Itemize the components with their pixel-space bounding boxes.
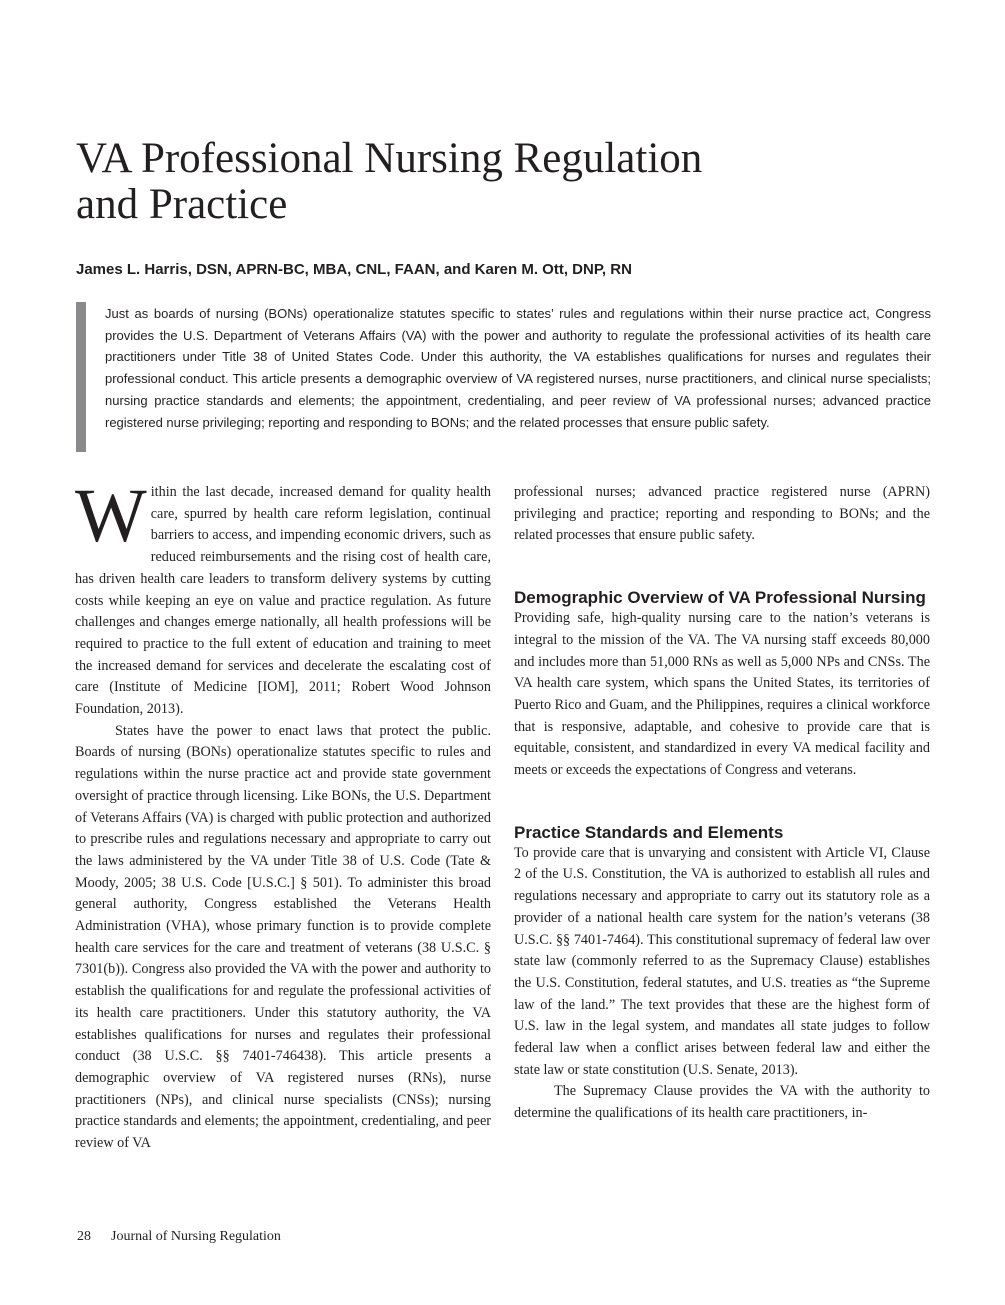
journal-name: Journal of Nursing Regulation (111, 1229, 281, 1244)
title-line-2: and Practice (76, 181, 288, 228)
body-column-right (514, 482, 930, 1125)
author-byline: James L. Harris, DSN, APRN-BC, MBA, CNL, FAAN, and Karen M. Ott, DNP, RN (76, 261, 632, 278)
abstract-text: Just as boards of nursing (BONs) operationalize statutes specific to states’ rules and regulations within their nurse practice act, Congress provides the U.S. Department of Veterans Affairs (VA) with the power and authority to regulate the professional activities of its health care practitioners under Title 38 of United States Code. Under this authority, the VA establishes qualifications for nurses and regulates their professional conduct. This article presents a demographic overview of VA registered nurses, nurse practitioners, and clinical nurse specialists; nursing practice standards and elements; the appointment, credentialing, and peer review of VA professional nurses; advanced practice registered nurse privileging; reporting and responding to BONs; and the related processes that ensure public safety. (105, 306, 931, 430)
intro-paragraph (75, 474, 491, 721)
body-paragraph-practice: To provide care that is unvarying and consistent with Article VI, Clause 2 of the U.S. Constitution, the VA is authorized to establish all rules and regulations necessary and appropriate to carry out its statutory role as a provider of a national health care system for the nation’s veterans (38 U.S.C. §§ 7401-7464). This constitutional supremacy of federal law over state law (commonly referred to as the Supremacy Clause) establishes the U.S. Constitution, federal statutes, and U.S. treaties as “the Supreme law of the land.” The text provides that these are the highest form of U.S. law in the legal system, and mandates all state judges to follow federal law when a conflict arises between federal law and either the state law or state constitution (U.S. Senate, 2013). (514, 844, 930, 1078)
title-line-1: VA Professional Nursing Regulation (76, 135, 703, 182)
body-paragraph-states: States have the power to enact laws that protect the public. Boards of nursing (BONs) operationalize statutes specific to rules and regulations within the nurse practice act and provide state government oversight of practice through licensing. Like BONs, the U.S. Department of Veterans Affairs (VA) is charged with public protection and authorized to prescribe rules and regulations necessary and appropriate to carry out the laws administered by the VA under Title 38 of U.S. Code (Tate & Moody, 2005; 38 U.S. Code [U.S.C.] § 501). To administer this broad general authority, Congress established the Veterans Health Administration (VHA), whose primary function is to provide complete health care services for the care and treatment of veterans (38 U.S.C. § 7301(b)). Congress also provided the VA with the power and authority to establish the qualifications for and regulate the professional activities of its health care practitioners. Under this statutory authority, the VA establishes qualifications for nurses and regulates their professional conduct (38 U.S.C. §§ 7401-746438). This article presents a demographic overview of VA registered nurses (RNs), nurse practitioners (NPs), and clinical nurse specialists (CNSs); nursing practice standards and elements; the appointment, credentialing, and peer review of VA (75, 722, 492, 1152)
body-paragraph-demographic: Providing safe, high-quality nursing care to the nation’s veterans is integral to the mission of the VA. The VA nursing staff exceeds 80,000 and includes more than 51,000 RNs as well as 5,000 NPs and CNSs. The VA health care system, which spans the United States, its territories of Puerto Rico and Guam, and the Philippines, requires a clinical workforce that is responsive, adaptable, and cohesive to provide care that is equitable, consistent, and standardized in every VA medical facility and meets or exceeds the expectations of Congress and veterans. (514, 610, 930, 779)
page-footer (77, 1228, 281, 1246)
body-column-left (75, 474, 492, 1155)
body-paragraph-supremacy: The Supremacy Clause provides the VA with the authority to determine the qualifications of its health care practitioners, in- (514, 1083, 930, 1122)
abstract-accent-bar (76, 302, 86, 452)
article-title (76, 136, 936, 228)
section-heading-practice-standards: Practice Standards and Elements (514, 822, 784, 842)
intro-paragraph-text: ithin the last decade, increased demand for quality health care, spurred by health care reform legislation, continual barriers to access, and impending economic drivers, such as reduced reimbursements and the rising cost of health care, has driven health care leaders to transform delivery systems by cutting costs while keeping an eye on value and practice regulation. As future challenges and changes emerge nationally, all health professions will be required to practice to the full extent of education and training to meet the increased demand for services and decelerate the escalating cost of care (Institute of Medicine [IOM], 2011; Robert Wood Johnson Foundation, 2013). (75, 484, 491, 718)
drop-cap: W (75, 474, 147, 558)
body-paragraph-continued: professional nurses; advanced practice registered nurse (APRN) privileging and practice; reporting and responding to BONs; and the related processes that ensure public safety. (514, 484, 930, 544)
section-heading-demographic: Demographic Overview of VA Professional Nursing (514, 588, 926, 608)
page-number: 28 (77, 1229, 91, 1244)
